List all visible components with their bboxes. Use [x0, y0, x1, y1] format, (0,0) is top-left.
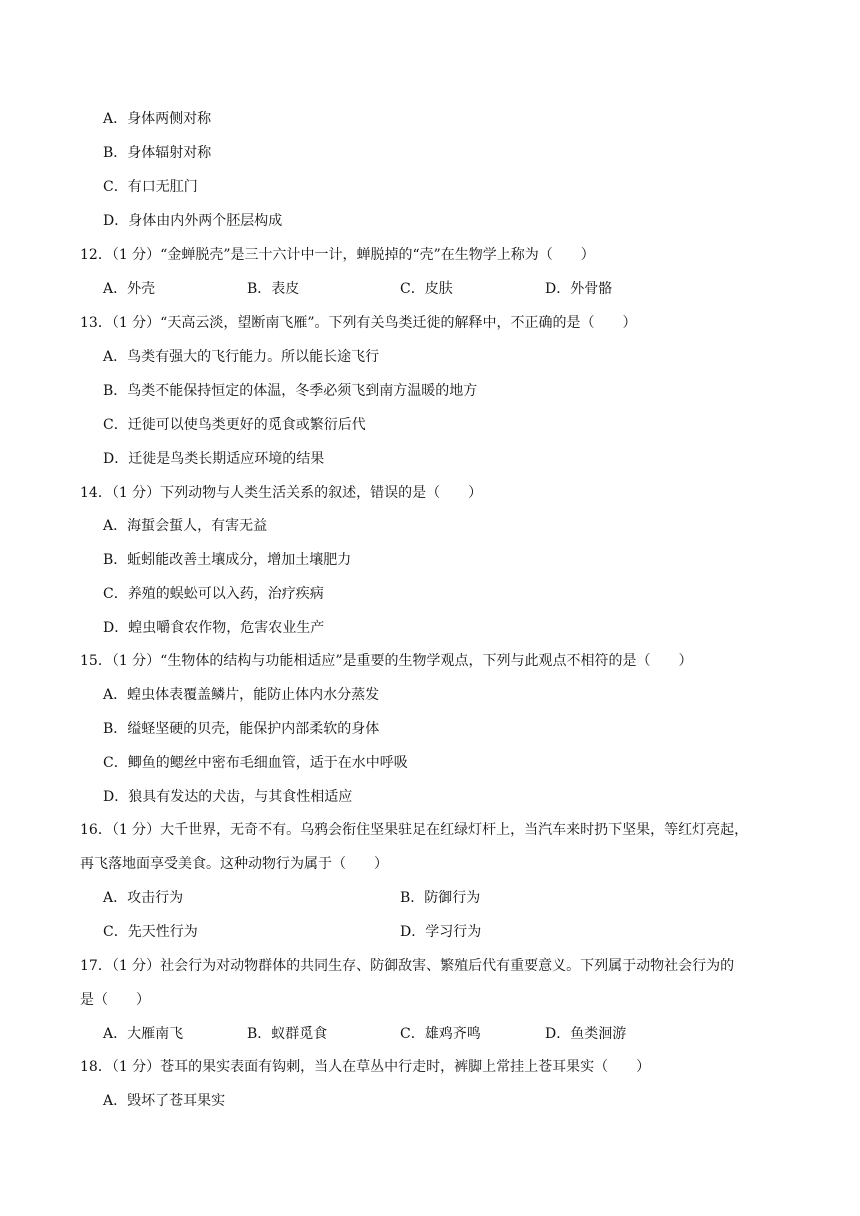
question-17: 17．（1 分）社会行为对动物群体的共同生存、防御敌害、繁殖后代有重要意义。下列属于动物社会行为的: [80, 958, 735, 974]
option-d-11: D．身体由内外两个胚层构成: [103, 213, 283, 229]
question-14: 14．（1 分）下列动物与人类生活关系的叙述，错误的是（ ）: [80, 485, 483, 501]
option-a-11: A．身体两侧对称: [103, 111, 212, 127]
option-b-17: B．蚁群觅食: [247, 1026, 328, 1042]
option-d-12: D．外骨骼: [545, 281, 613, 297]
option-b-16: B．防御行为: [400, 890, 481, 906]
option-b-12: B．表皮: [247, 281, 300, 297]
question-15: 15．（1 分）“生物体的结构与功能相适应”是重要的生物学观点，下列与此观点不相符的是（ ）: [80, 653, 693, 669]
option-c-14: C．养殖的蜈蚣可以入药，治疗疾病: [103, 586, 324, 602]
option-a-16: A．攻击行为: [103, 890, 184, 906]
question-18: 18．（1 分）苍耳的果实表面有钩刺，当人在草丛中行走时，裤脚上常挂上苍耳果实（ ）: [80, 1059, 651, 1075]
option-c-17: C．雄鸡齐鸣: [400, 1026, 481, 1042]
option-d-14: D．蝗虫嚼食农作物，危害农业生产: [103, 620, 325, 636]
option-a-15: A．蝗虫体表覆盖鳞片，能防止体内水分蒸发: [103, 687, 380, 703]
option-c-16: C．先天性行为: [103, 924, 198, 940]
option-a-12: A．外壳: [103, 281, 156, 297]
option-d-15: D．狼具有发达的犬齿，与其食性相适应: [103, 789, 353, 805]
question-13: 13．（1 分）“天高云淡，望断南飞雁”。下列有关鸟类迁徙的解释中，不正确的是（ ）: [80, 315, 637, 331]
question-16: 16．（1 分）大千世界，无奇不有。乌鸦会衔住坚果驻足在红绿灯杆上，当汽车来时扔下坚果，等红灯亮起，: [80, 822, 749, 838]
question-17-cont: 是（ ）: [80, 992, 150, 1008]
option-c-13: C．迁徙可以使鸟类更好的觅食或繁衍后代: [103, 417, 366, 433]
option-d-16: D．学习行为: [400, 924, 482, 940]
option-a-13: A．鸟类有强大的飞行能力。所以能长途飞行: [103, 349, 380, 365]
option-c-11: C．有口无肛门: [103, 179, 198, 195]
option-b-11: B．身体辐射对称: [103, 145, 212, 161]
option-a-18: A．毁坏了苍耳果实: [103, 1093, 226, 1109]
option-d-17: D．鱼类洄游: [545, 1026, 627, 1042]
option-a-14: A．海蜇会蜇人，有害无益: [103, 518, 268, 534]
option-b-14: B．蚯蚓能改善土壤成分，增加土壤肥力: [103, 552, 352, 568]
option-c-15: C．鲫鱼的鳃丝中密布毛细血管，适于在水中呼吸: [103, 755, 408, 771]
option-d-13: D．迁徙是鸟类长期适应环境的结果: [103, 451, 325, 467]
question-16-cont: 再飞落地面享受美食。这种动物行为属于（ ）: [80, 856, 388, 872]
question-12: 12．（1 分）“金蝉脱壳”是三十六计中一计，蝉脱掉的“壳”在生物学上称为（ ）: [80, 247, 595, 263]
option-c-12: C．皮肤: [400, 281, 453, 297]
option-b-13: B．鸟类不能保持恒定的体温，冬季必须飞到南方温暖的地方: [103, 383, 478, 399]
option-b-15: B．缢蛏坚硬的贝壳，能保护内部柔软的身体: [103, 721, 380, 737]
option-a-17: A．大雁南飞: [103, 1026, 184, 1042]
